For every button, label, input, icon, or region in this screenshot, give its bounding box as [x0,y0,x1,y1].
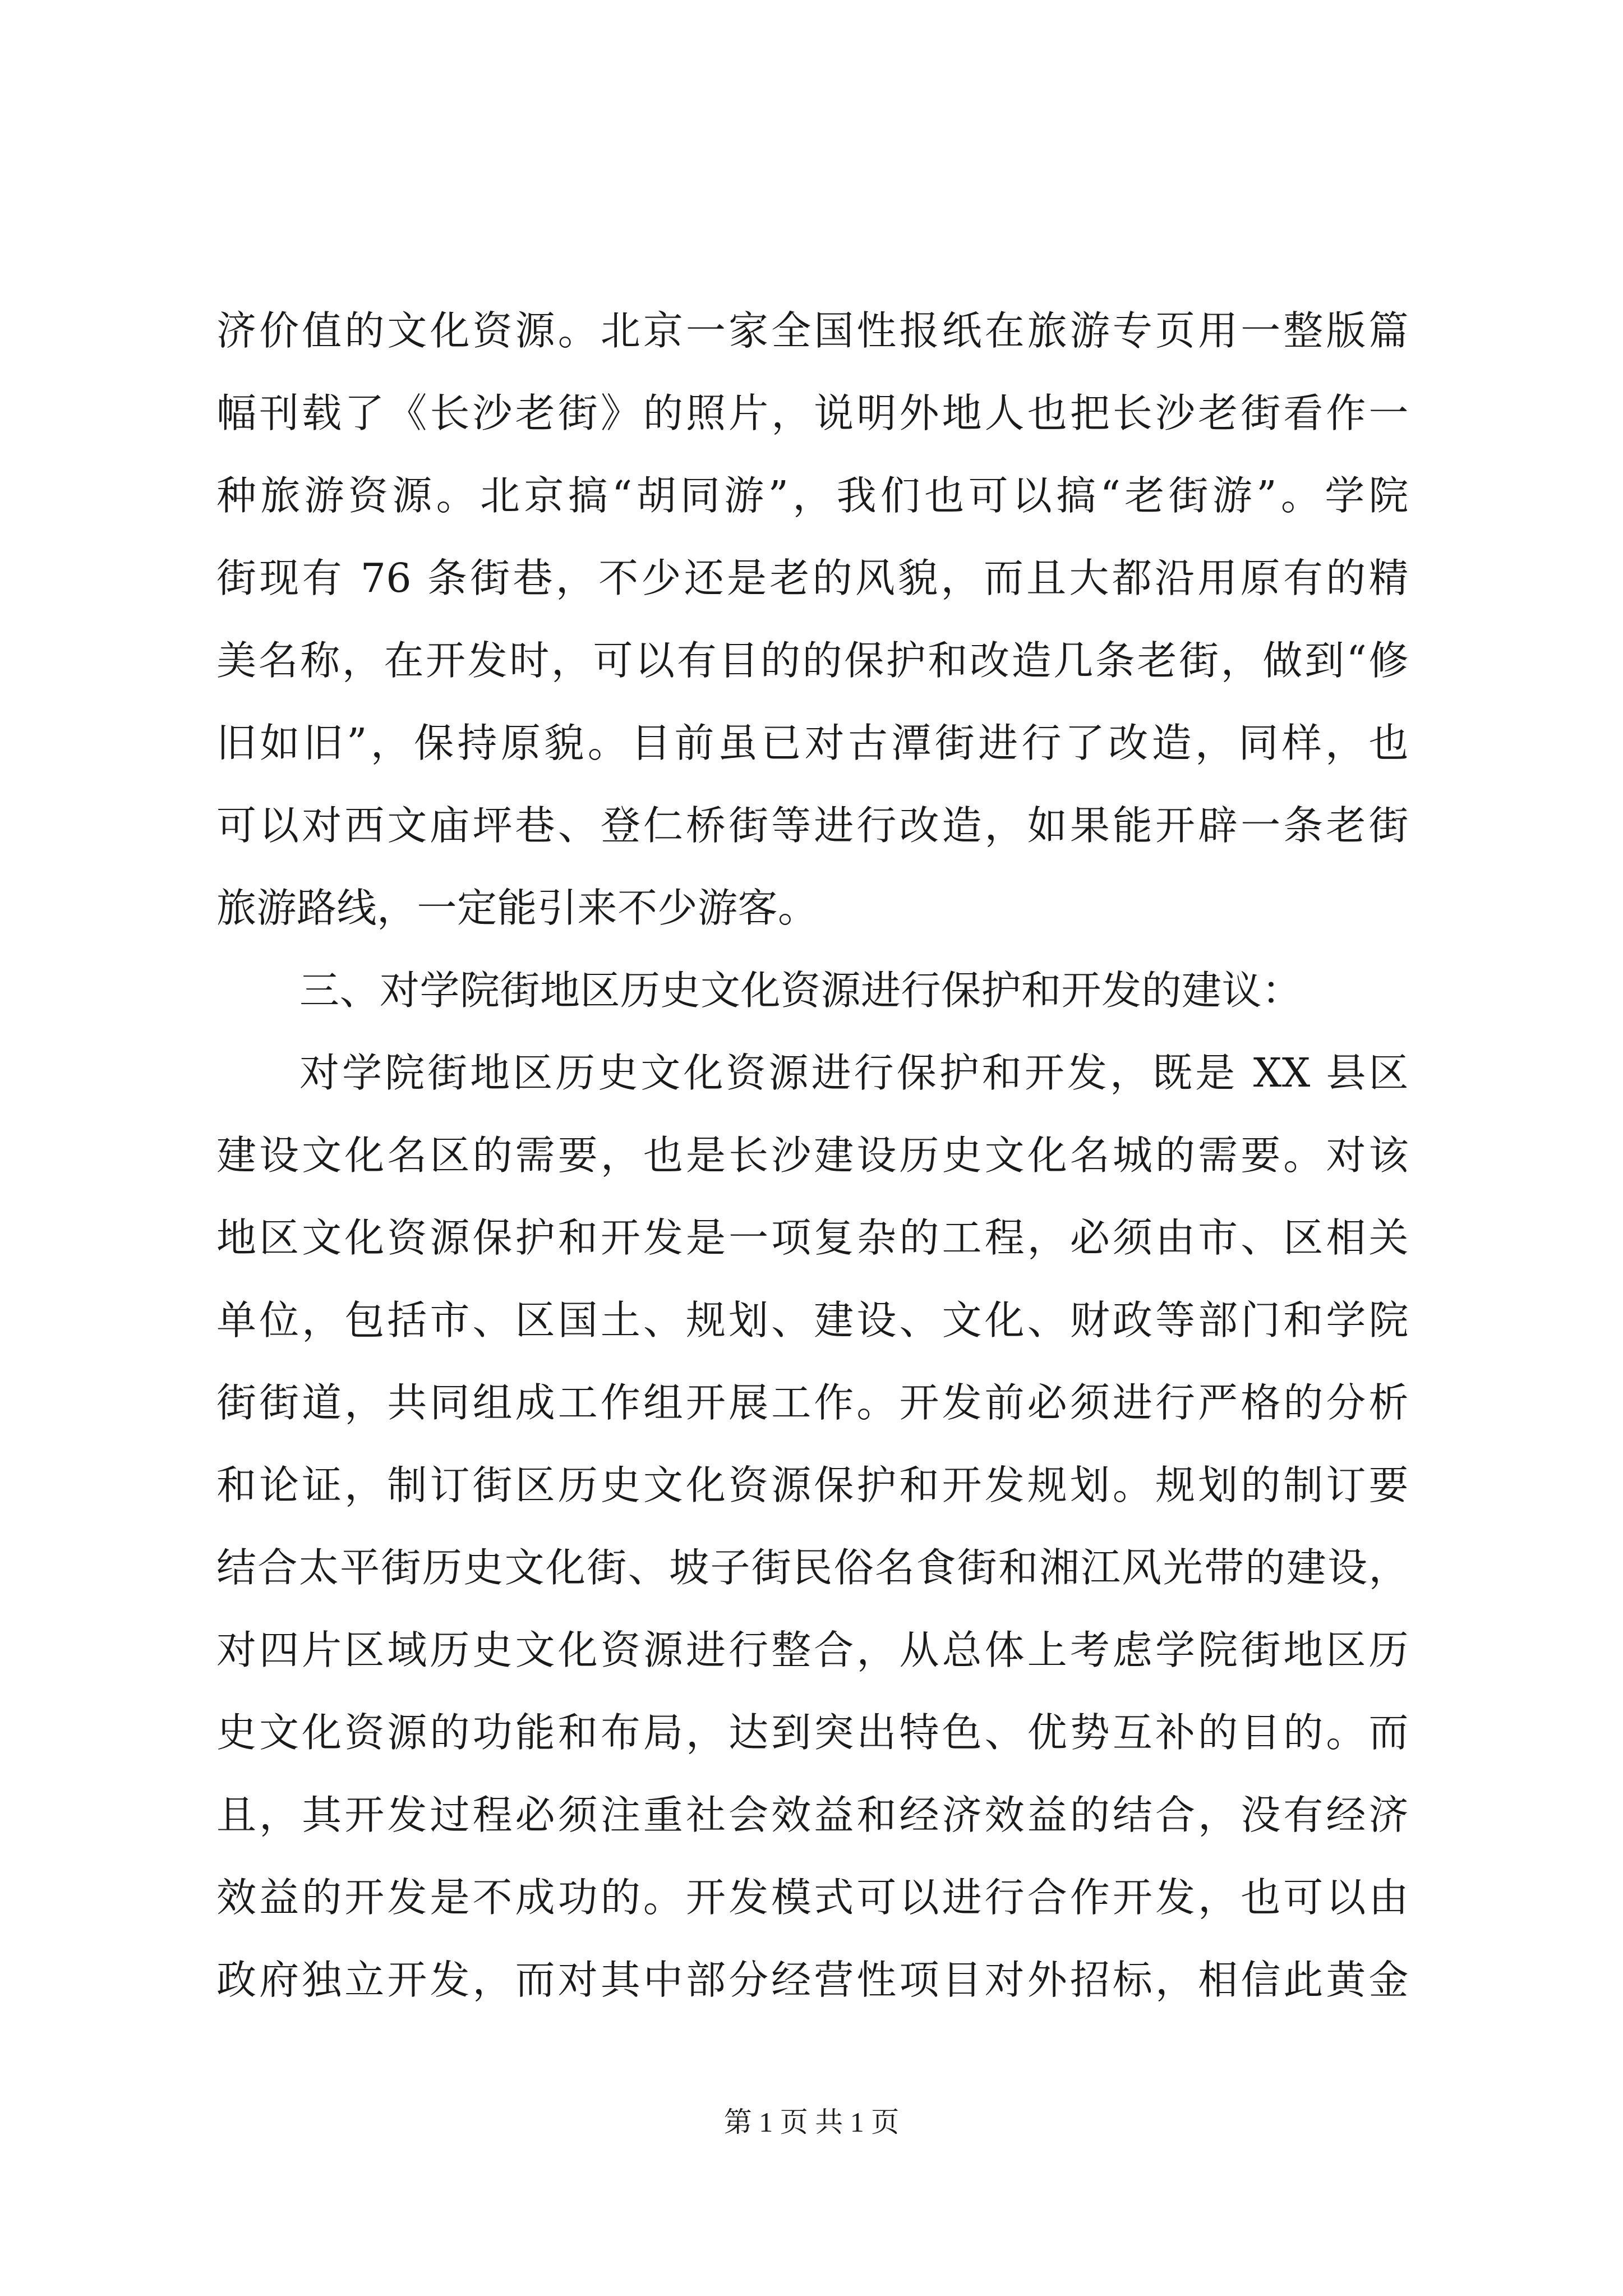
text-line: 可以对西文庙坪巷、登仁桥街等进行改造，如果能开辟一条老街 [216,802,1409,849]
text-line: 史文化资源的功能和布局，达到突出特色、优势互补的目的。而 [216,1709,1409,1756]
text-line: 种旅游资源。北京搞“胡同游”，我们也可以搞“老街游”。学院 [216,472,1409,519]
text-line: 街现有 76 条街巷，不少还是老的风貌，而且大都沿用原有的精 [216,555,1409,601]
text-line: 地区文化资源保护和开发是一项复杂的工程，必须由市、区相关 [216,1214,1409,1261]
text-line: 旧如旧”，保持原貌。目前虽已对古潭街进行了改造，同样，也 [216,720,1409,766]
text-line: 济价值的文化资源。北京一家全国性报纸在旅游专页用一整版篇 [216,307,1409,354]
section-heading: 三、对学院街地区历史文化资源进行保护和开发的建议： [299,967,1302,1014]
text-line: 且，其开发过程必须注重社会效益和经济效益的结合，没有经济 [216,1792,1409,1838]
document-body [216,289,1409,2021]
text-line: 美名称，在开发时，可以有目的的保护和改造几条老街，做到“修 [216,637,1409,684]
text-line: 街街道，共同组成工作组开展工作。开发前必须进行严格的分析 [216,1379,1409,1426]
text-line: 对学院街地区历史文化资源进行保护和开发，既是 XX 县区 [299,1050,1409,1096]
text-line: 建设文化名区的需要，也是长沙建设历史文化名城的需要。对该 [216,1132,1409,1179]
text-line: 结合太平街历史文化街、坡子街民俗名食街和湘江风光带的建设， [216,1544,1409,1591]
text-line: 政府独立开发，而对其中部分经营性项目对外招标，相信此黄金 [216,1957,1409,2003]
text-line: 幅刊载了《长沙老街》的照片，说明外地人也把长沙老街看作一 [216,390,1409,436]
text-line: 效益的开发是不成功的。开发模式可以进行合作开发，也可以由 [216,1874,1409,1921]
text-line: 旅游路线，一定能引来不少游客。 [216,885,818,931]
text-line: 对四片区域历史文化资源进行整合，从总体上考虑学院街地区历 [216,1627,1409,1673]
text-line: 和论证，制订街区历史文化资源保护和开发规划。规划的制订要 [216,1462,1409,1508]
text-line: 单位，包括市、区国土、规划、建设、文化、财政等部门和学院 [216,1297,1409,1343]
page-number-footer: 第 1 页 共 1 页 [723,2106,900,2138]
